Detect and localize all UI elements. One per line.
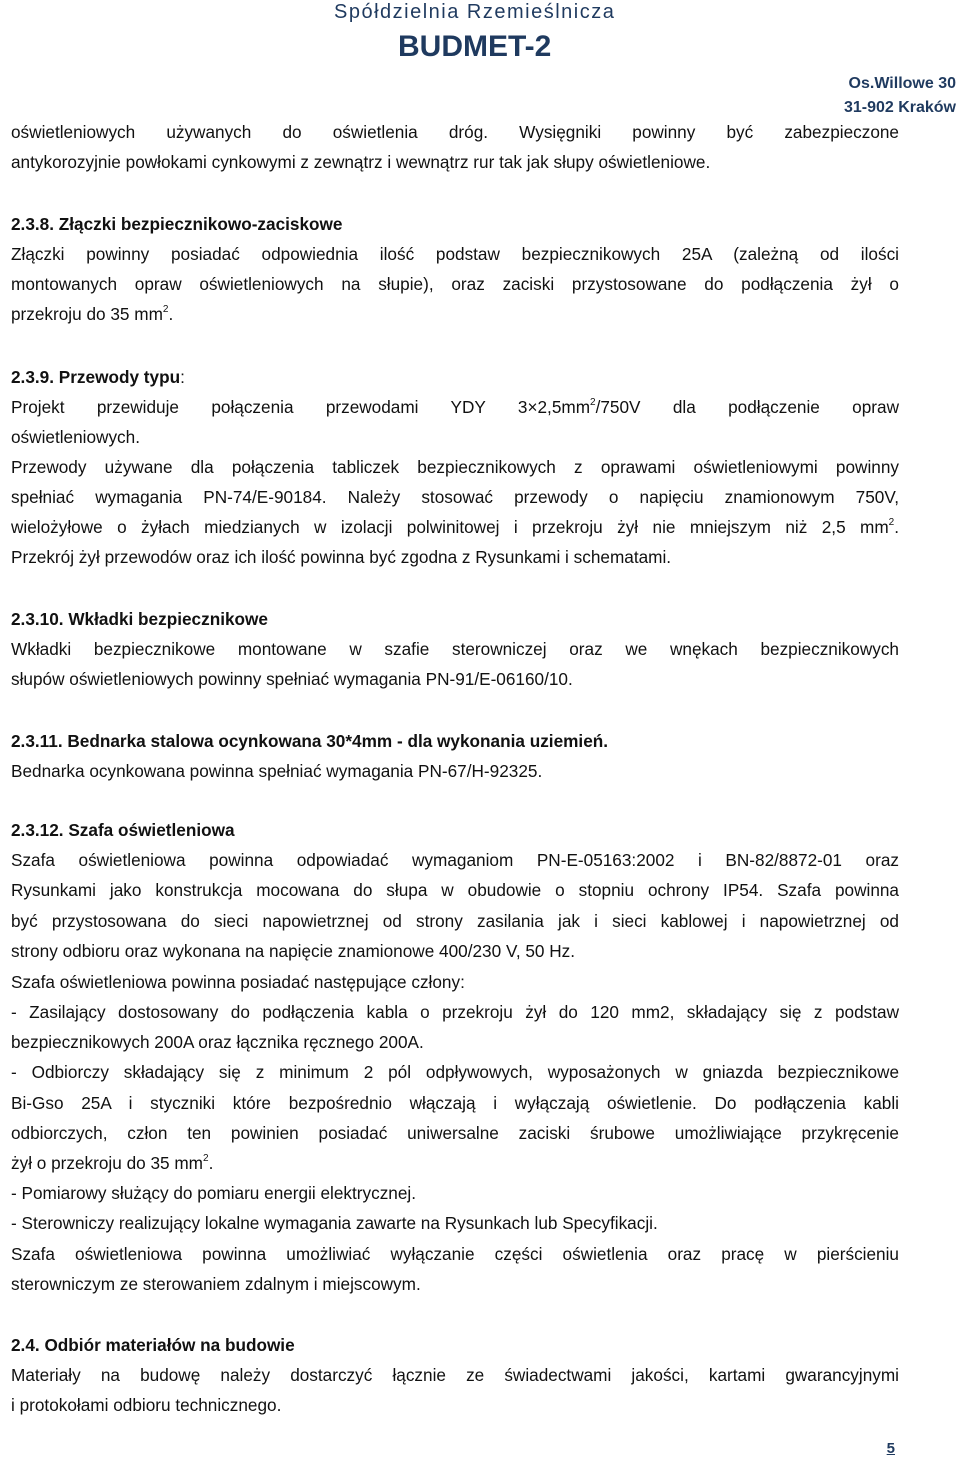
- address-line-1: Os.Willowe 30: [848, 75, 956, 92]
- section-2312-line-9: Bi-Gso 25A i styczniki które bezpośrednio włączają i wyłączają oświetlenie. Do podłączenia kabli: [11, 1093, 899, 1113]
- section-2312-line-14: Szafa oświetleniowa powinna umożliwiać wyłączanie części oświetlenia oraz pracę w pierścieniu: [11, 1244, 899, 1264]
- section-239-line-3: Przewody używane dla połączenia tabliczek bezpiecznikowych z oprawami oświetleniowymi powinny: [11, 457, 899, 477]
- section-239-line-2: oświetleniowych.: [11, 427, 140, 447]
- section-2311-line-1: Bednarka ocynkowana powinna spełniać wymagania PN-67/H-92325.: [11, 761, 543, 781]
- section-239-heading: 2.3.9. Przewody typu:: [11, 367, 185, 387]
- section-2310-line-2: słupów oświetleniowych powinny spełniać wymagania PN-91/E-06160/10.: [11, 669, 573, 689]
- section-238-line-3: przekroju do 35 $mm^2$.: [11, 304, 174, 324]
- section-2312-line-11: żył o przekroju do 35 $mm^2$.: [11, 1153, 214, 1173]
- section-239-line-4: spełniać wymagania PN-74/E-90184. Należy stosować przewody o napięciu znamionowym 750V,: [11, 487, 899, 507]
- section-2312-line-15: sterowniczym ze sterowaniem zdalnym i miejscowym.: [11, 1274, 421, 1294]
- section-239-line-1: Projekt przewiduje połączenia przewodami YDY $3\times 2,5mm^2/750V$ dla podłączenie opraw: [11, 397, 899, 417]
- section-24-heading: 2.4. Odbiór materiałów na budowie: [11, 1335, 295, 1355]
- section-24-line-1: Materiały na budowę należy dostarczyć łącznie ze świadectwami jakości, kartami gwarancyjnymi: [11, 1365, 899, 1385]
- company-brand: BUDMET-2: [398, 30, 552, 63]
- company-address: [844, 72, 956, 120]
- section-2312-line-1: Szafa oświetleniowa powinna odpowiadać wymaganiom PN-E-05163:2002 i BN-82/8872-01 oraz: [11, 850, 899, 870]
- section-2312-line-4: strony odbioru oraz wykonana na napięcie znamionowe 400/230 V, 50 Hz.: [11, 941, 576, 961]
- section-2312-line-8: - Odbiorczy składający się z minimum 2 pól odpływowych, wyposażonych w gniazda bezpiecznikowe: [11, 1062, 899, 1082]
- section-2312-line-2: Rysunkami jako konstrukcja mocowana do słupa w obudowie o stopniu ochrony IP54. Szafa powinna: [11, 880, 899, 900]
- section-239-line-6: Przekrój żył przewodów oraz ich ilość powinna być zgodna z Rysunkami i schematami.: [11, 547, 672, 567]
- section-2312-line-6: - Zasilający dostosowany do podłączenia kabla o przekroju żył do 120 mm2, składający się z podstaw: [11, 1002, 899, 1022]
- section-238-line-1: Złączki powinny posiadać odpowiednia ilość podstaw bezpiecznikowych 25A (zależną od ilości: [11, 244, 899, 264]
- section-238-heading: 2.3.8. Złączki bezpiecznikowo-zaciskowe: [11, 214, 343, 234]
- intro-line-1: oświetleniowych używanych do oświetlenia dróg. Wysięgniki powinny być zabezpieczone: [11, 122, 899, 142]
- address-line-2: 31-902 Kraków: [843, 99, 956, 116]
- company-name: Spółdzielnia Rzemieślnicza: [334, 1, 616, 23]
- section-2311-heading: 2.3.11. Bednarka stalowa ocynkowana 30*4mm - dla wykonania uziemień.: [11, 731, 609, 751]
- section-2310-heading: 2.3.10. Wkładki bezpiecznikowe: [11, 609, 268, 629]
- intro-line-2: antykorozyjnie powłokami cynkowymi z zewnątrz i wewnątrz rur tak jak słupy oświetleniowe.: [11, 152, 711, 172]
- section-2312-line-12: - Pomiarowy służący do pomiaru energii elektrycznej.: [11, 1183, 417, 1203]
- section-2312-line-3: być przystosowana do sieci napowietrznej od strony zasilania jak i sieci kablowej i napowietrznej od: [11, 911, 899, 931]
- section-2312-line-13: - Sterowniczy realizujący lokalne wymagania zawarte na Rysunkach lub Specyfikacji.: [11, 1213, 658, 1233]
- section-2312-line-5: Szafa oświetleniowa powinna posiadać następujące człony:: [11, 972, 465, 992]
- section-2312-line-10: odbiorczych, człon ten powinien posiadać uniwersalne zaciski śrubowe umożliwiające przykręcenie: [11, 1123, 899, 1143]
- section-2312-line-7: bezpiecznikowych 200A oraz łącznika ręcznego 200A.: [11, 1032, 424, 1052]
- section-238-line-2: montowanych opraw oświetleniowych na słupie), oraz zaciski przystosowane do podłączenia żył o: [11, 274, 899, 294]
- section-2312-heading: 2.3.12. Szafa oświetleniowa: [11, 820, 235, 840]
- page-number: 5: [886, 1440, 895, 1457]
- section-2310-line-1: Wkładki bezpiecznikowe montowane w szafie sterowniczej oraz we wnękach bezpiecznikowych: [11, 639, 899, 659]
- section-239-line-5: wielożyłowe o żyłach miedzianych w izolacji polwinitowej i przekroju żył nie mniejszym niż 2,5 $mm^2$.: [11, 517, 899, 537]
- section-24-line-2: i protokołami odbioru technicznego.: [11, 1395, 282, 1415]
